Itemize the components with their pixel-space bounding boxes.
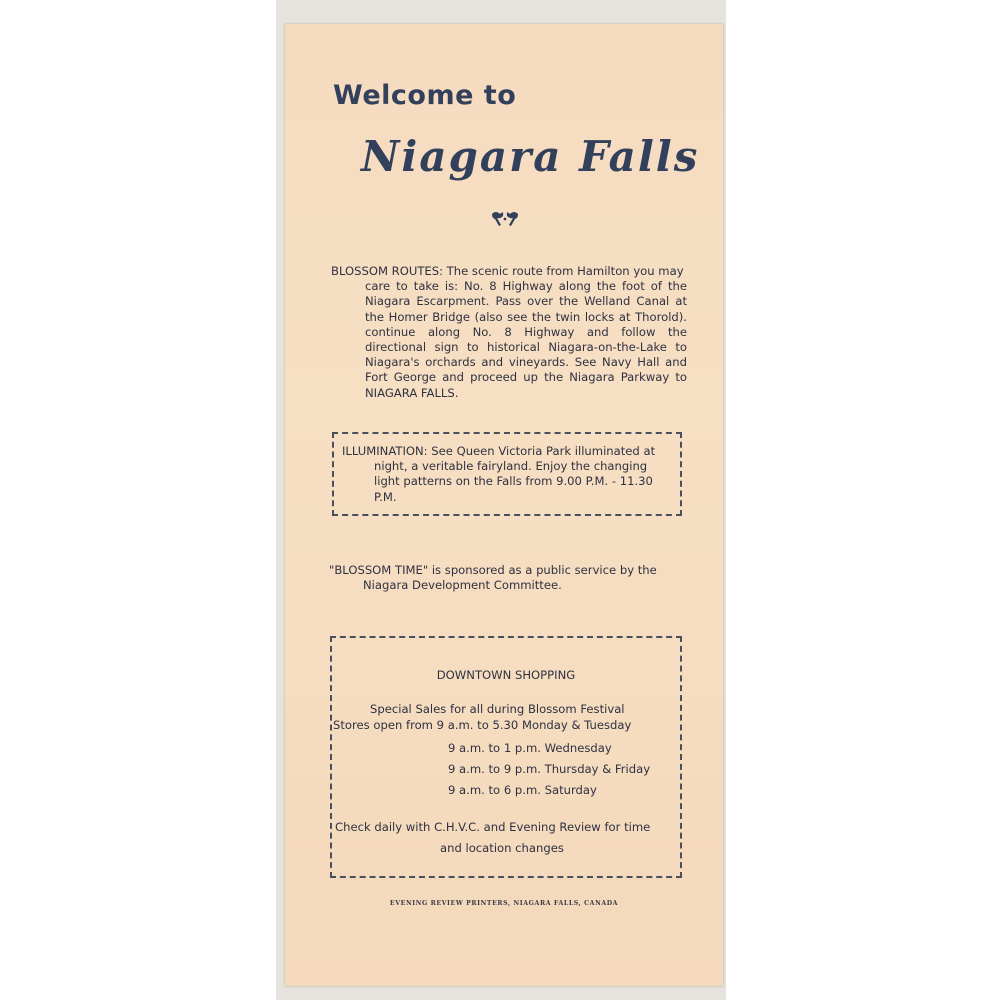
saturday-hours: 9 a.m. to 6 p.m. Saturday	[448, 783, 597, 797]
thursday-friday-hours: 9 a.m. to 9 p.m. Thursday & Friday	[448, 762, 651, 776]
sponsor-paragraph	[329, 563, 685, 593]
illumination-text: night, a veritable fairyland. Enjoy the changing light patterns on the Falls from 9.00 P.M. - 11.30 P.M.	[374, 459, 653, 504]
illumination-paragraph	[342, 444, 676, 505]
illumination-box	[332, 432, 682, 516]
page-title: Niagara Falls	[361, 132, 700, 181]
location-changes-line: and location changes	[440, 841, 564, 855]
check-daily-line: Check daily with C.H.V.C. and Evening Review for time	[335, 820, 651, 834]
twin-blossom-ornament-icon	[490, 210, 520, 228]
downtown-shopping-box	[330, 636, 682, 878]
blossom-routes-text: care to take is: No. 8 Highway along the foot of the Niagara Escarpment. Pass over the Welland Canal at the Homer Bridge (also see the twin locks at Thorold). continue along No. 8 Highway and follow the directional sign to historical Niagara-on-the-Lake to Niagara's orchards and vineyards. See Navy Hall and Fort George and proceed up the Niagara Parkway to NIAGARA FALLS.	[365, 279, 687, 400]
welcome-heading: Welcome to	[333, 80, 517, 111]
sponsor-first-line: "BLOSSOM TIME" is sponsored as a public service by the	[329, 563, 657, 577]
printer-credit: EVENING REVIEW PRINTERS, NIAGARA FALLS, CANADA	[389, 900, 619, 907]
sponsor-text: Niagara Development Committee.	[363, 578, 562, 593]
brochure-page	[285, 24, 723, 986]
wednesday-hours: 9 a.m. to 1 p.m. Wednesday	[448, 741, 612, 755]
blossom-routes-first-line: BLOSSOM ROUTES: The scenic route from Hamilton you may	[331, 264, 684, 278]
illumination-first-line: ILLUMINATION: See Queen Victoria Park illuminated at	[342, 444, 656, 458]
stores-open-line: Stores open from 9 a.m. to 5.30 Monday & Tuesday	[333, 718, 632, 732]
shopping-heading: DOWNTOWN SHOPPING	[436, 668, 576, 682]
special-sales-line: Special Sales for all during Blossom Festival	[370, 702, 625, 716]
blossom-routes-paragraph	[331, 264, 687, 401]
